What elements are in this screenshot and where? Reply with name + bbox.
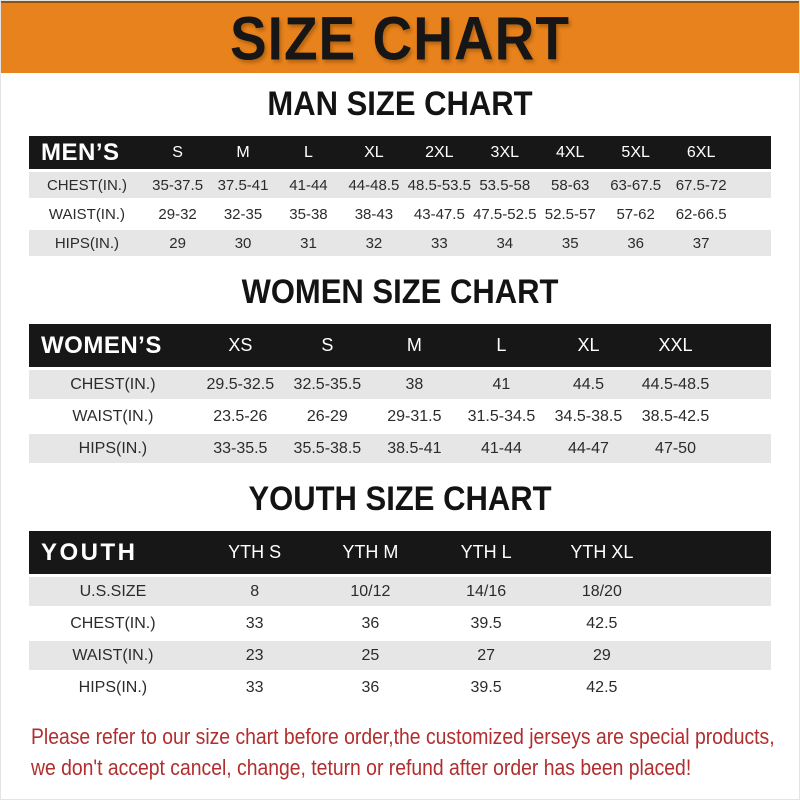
size-value-cell: 57-62 xyxy=(603,201,668,227)
size-column-header: 5XL xyxy=(603,136,668,169)
size-column-header: XS xyxy=(197,324,284,367)
size-value-cell: 42.5 xyxy=(544,673,660,702)
table-title-cell: WOMEN’S xyxy=(29,324,197,367)
footer-note-line1: Please refer to our size chart before order,the customized jerseys are special products, xyxy=(31,724,775,749)
spacer-cell xyxy=(660,609,771,638)
size-value-cell: 44-48.5 xyxy=(341,172,406,198)
spacer-cell xyxy=(719,324,771,367)
size-value-cell: 32-35 xyxy=(210,201,275,227)
spacer-cell xyxy=(660,673,771,702)
size-value-cell: 23.5-26 xyxy=(197,402,284,431)
men-size-table xyxy=(29,133,771,259)
row-label: U.S.SIZE xyxy=(29,577,197,606)
table-row xyxy=(29,201,771,227)
size-value-cell: 29.5-32.5 xyxy=(197,370,284,399)
size-value-cell: 33 xyxy=(197,609,313,638)
table-row xyxy=(29,172,771,198)
size-column-header: XL xyxy=(545,324,632,367)
size-column-header: YTH XL xyxy=(544,531,660,574)
size-value-cell: 42.5 xyxy=(544,609,660,638)
size-value-cell: 58-63 xyxy=(538,172,603,198)
table-header-row xyxy=(29,136,771,169)
size-value-cell: 44.5 xyxy=(545,370,632,399)
size-value-cell: 35-38 xyxy=(276,201,341,227)
size-value-cell: 38.5-41 xyxy=(371,434,458,463)
size-value-cell: 32.5-35.5 xyxy=(284,370,371,399)
size-value-cell: 18/20 xyxy=(544,577,660,606)
size-column-header: 2XL xyxy=(407,136,472,169)
row-label: HIPS(IN.) xyxy=(29,230,145,256)
table-header-row xyxy=(29,531,771,574)
size-value-cell: 63-67.5 xyxy=(603,172,668,198)
table-header-row xyxy=(29,324,771,367)
banner xyxy=(1,1,799,73)
section-heading-youth: YOUTH SIZE CHART xyxy=(248,479,552,518)
size-value-cell: 33 xyxy=(197,673,313,702)
size-value-cell: 29-31.5 xyxy=(371,402,458,431)
size-value-cell: 44-47 xyxy=(545,434,632,463)
size-value-cell: 31 xyxy=(276,230,341,256)
size-value-cell: 48.5-53.5 xyxy=(407,172,472,198)
size-value-cell: 37 xyxy=(668,230,734,256)
section-heading-men: MAN SIZE CHART xyxy=(267,84,533,123)
size-value-cell: 39.5 xyxy=(428,673,544,702)
size-value-cell: 8 xyxy=(197,577,313,606)
size-value-cell: 43-47.5 xyxy=(407,201,472,227)
size-column-header: XXL xyxy=(632,324,719,367)
size-value-cell: 23 xyxy=(197,641,313,670)
size-value-cell: 67.5-72 xyxy=(668,172,734,198)
size-column-header: L xyxy=(458,324,545,367)
spacer-cell xyxy=(719,434,771,463)
size-value-cell: 30 xyxy=(210,230,275,256)
table-row xyxy=(29,434,771,463)
table-row xyxy=(29,673,771,702)
spacer-cell xyxy=(660,641,771,670)
size-value-cell: 31.5-34.5 xyxy=(458,402,545,431)
table-title-cell: YOUTH xyxy=(29,531,197,574)
row-label: HIPS(IN.) xyxy=(29,673,197,702)
size-column-header: S xyxy=(284,324,371,367)
footer-note xyxy=(31,721,799,783)
size-value-cell: 53.5-58 xyxy=(472,172,537,198)
size-column-header: S xyxy=(145,136,210,169)
row-label: CHEST(IN.) xyxy=(29,370,197,399)
size-column-header: 3XL xyxy=(472,136,537,169)
row-label: WAIST(IN.) xyxy=(29,402,197,431)
table-row xyxy=(29,230,771,256)
size-value-cell: 14/16 xyxy=(428,577,544,606)
spacer-cell xyxy=(719,402,771,431)
size-value-cell: 33 xyxy=(407,230,472,256)
spacer-cell xyxy=(660,531,771,574)
spacer-cell xyxy=(734,136,771,169)
row-label: WAIST(IN.) xyxy=(29,641,197,670)
row-label: HIPS(IN.) xyxy=(29,434,197,463)
table-row xyxy=(29,577,771,606)
size-column-header: 4XL xyxy=(538,136,603,169)
size-value-cell: 36 xyxy=(313,673,429,702)
size-value-cell: 62-66.5 xyxy=(668,201,734,227)
section-women xyxy=(1,274,799,466)
table-row xyxy=(29,609,771,638)
table-row xyxy=(29,402,771,431)
size-column-header: M xyxy=(210,136,275,169)
size-value-cell: 35.5-38.5 xyxy=(284,434,371,463)
size-value-cell: 25 xyxy=(313,641,429,670)
section-men xyxy=(1,86,799,259)
women-size-table xyxy=(29,321,771,466)
size-value-cell: 44.5-48.5 xyxy=(632,370,719,399)
spacer-cell xyxy=(660,577,771,606)
size-column-header: XL xyxy=(341,136,406,169)
banner-title: SIZE CHART xyxy=(230,3,570,73)
size-value-cell: 29-32 xyxy=(145,201,210,227)
size-value-cell: 35 xyxy=(538,230,603,256)
size-value-cell: 29 xyxy=(145,230,210,256)
size-column-header: 6XL xyxy=(668,136,734,169)
table-row xyxy=(29,641,771,670)
size-value-cell: 32 xyxy=(341,230,406,256)
spacer-cell xyxy=(734,172,771,198)
size-value-cell: 27 xyxy=(428,641,544,670)
size-value-cell: 38 xyxy=(371,370,458,399)
size-value-cell: 47.5-52.5 xyxy=(472,201,537,227)
size-column-header: YTH S xyxy=(197,531,313,574)
size-value-cell: 10/12 xyxy=(313,577,429,606)
section-heading-women: WOMEN SIZE CHART xyxy=(241,272,559,311)
size-value-cell: 38.5-42.5 xyxy=(632,402,719,431)
size-value-cell: 34 xyxy=(472,230,537,256)
spacer-cell xyxy=(719,370,771,399)
row-label: WAIST(IN.) xyxy=(29,201,145,227)
table-title-cell: MEN’S xyxy=(29,136,145,169)
youth-size-table xyxy=(29,528,771,705)
size-value-cell: 34.5-38.5 xyxy=(545,402,632,431)
size-value-cell: 26-29 xyxy=(284,402,371,431)
size-value-cell: 41 xyxy=(458,370,545,399)
row-label: CHEST(IN.) xyxy=(29,609,197,638)
size-column-header: YTH L xyxy=(428,531,544,574)
size-value-cell: 37.5-41 xyxy=(210,172,275,198)
size-value-cell: 38-43 xyxy=(341,201,406,227)
size-value-cell: 29 xyxy=(544,641,660,670)
spacer-cell xyxy=(734,201,771,227)
footer-note-line2: we don't accept cancel, change, teturn or refund after order has been placed! xyxy=(31,755,692,781)
size-value-cell: 47-50 xyxy=(632,434,719,463)
size-value-cell: 52.5-57 xyxy=(538,201,603,227)
size-column-header: L xyxy=(276,136,341,169)
table-row xyxy=(29,370,771,399)
spacer-cell xyxy=(734,230,771,256)
size-column-header: YTH M xyxy=(313,531,429,574)
size-value-cell: 39.5 xyxy=(428,609,544,638)
size-value-cell: 33-35.5 xyxy=(197,434,284,463)
size-value-cell: 35-37.5 xyxy=(145,172,210,198)
size-column-header: M xyxy=(371,324,458,367)
size-value-cell: 41-44 xyxy=(276,172,341,198)
size-value-cell: 41-44 xyxy=(458,434,545,463)
size-value-cell: 36 xyxy=(603,230,668,256)
row-label: CHEST(IN.) xyxy=(29,172,145,198)
size-value-cell: 36 xyxy=(313,609,429,638)
section-youth xyxy=(1,481,799,705)
